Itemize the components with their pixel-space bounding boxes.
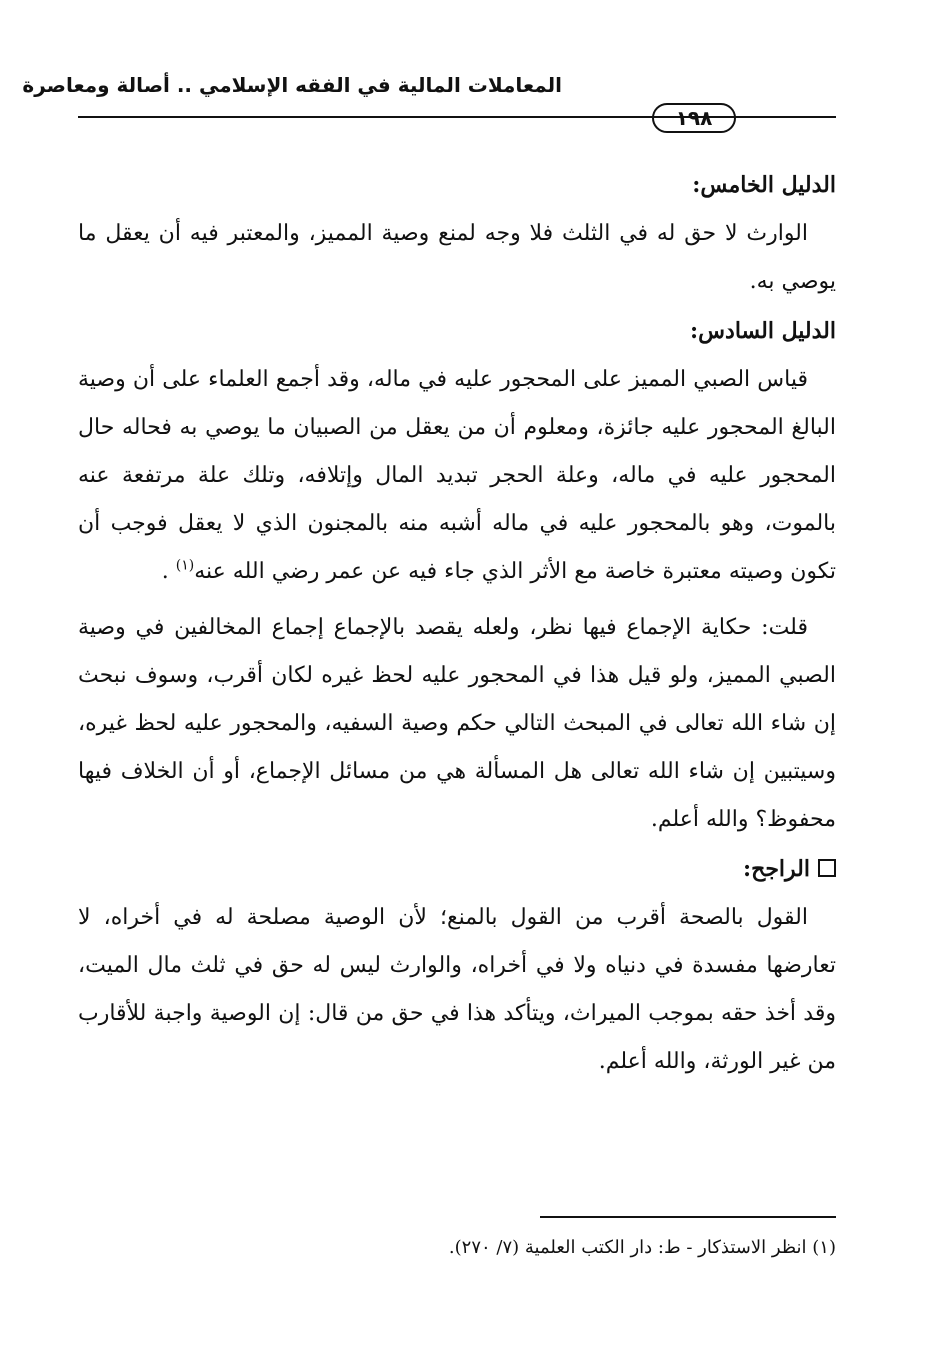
section-heading-fifth-evidence: الدليل الخامس: <box>692 172 836 198</box>
paragraph-comment: قلت: حكاية الإجماع فيها نظر، ولعله يقصد بالإجماع إجماع المخالفين في وصية الصبي المميز، ولو قيل هذا في المحجور عليه لحظ غيره لكان أقرب، وسوف نبحث إن شاء الله تعالى في المبحث التالي حكم وصية السفيه، والمحجور عليه لحظ غيره، وسيتبين إن شاء الله تعالى هل المسألة هي من مسائل الإجماع، أو أن الخلاف فيها محفوظ؟ والله أعلم. <box>78 615 836 832</box>
section-heading-sixth-evidence: الدليل السادس: <box>690 318 836 344</box>
checkbox-square-icon <box>818 859 836 877</box>
paragraph-fifth-evidence: الوارث لا حق له في الثلث فلا وجه لمنع وصية المميز، والمعتبر فيه أن يعقل ما يوصي به. <box>78 221 836 294</box>
paragraph-sixth-evidence-text: قياس الصبي المميز على المحجور عليه في ماله، وقد أجمع العلماء على أن وصية البالغ المحجور عليه جائزة، ومعلوم أن من يعقل من الصبيان ما يوصي به فحاله حال المحجور عليه في ماله، وعلة الحجر تبديد المال وإتلافه، وتلك علة مرتفعة عنه بالموت، وهو بالمحجور عليه في ماله أشبه منه بالمجنون الذي لا يعقل فوجب أن تكون وصيته معتبرة خاصة مع الأثر الذي جاء فيه عن عمر رضي الله عنه <box>78 367 836 584</box>
paragraph-sixth-evidence: قياس الصبي المميز على المحجور عليه في ماله، وقد أجمع العلماء على أن وصية البالغ المحجور عليه جائزة، ومعلوم أن من يعقل من الصبيان ما يوصي به فحاله حال المحجور عليه في ماله، وعلة الحجر تبديد المال وإتلافه، وتلك علة مرتفعة عنه بالموت، وهو بالمحجور عليه في ماله أشبه منه بالمجنون الذي لا يعقل فوجب أن تكون وصيته معتبرة خاصة مع الأثر الذي جاء فيه عن عمر رضي الله عنه$^{(١)}$ . <box>78 367 836 584</box>
header-rule <box>78 116 836 118</box>
page-content <box>78 160 836 1086</box>
footnote-reference: (١) <box>175 557 195 574</box>
paragraph-preferred-view: القول بالصحة أقرب من القول بالمنع؛ لأن الوصية مصلحة له في أخراه، لا تعارضها مفسدة في دنياه ولا في أخراه، والوارث ليس له حق في ثلث مال الميت، وقد أخذ حقه بموجب الميراث، ويتأكد هذا في حق من قال: إن الوصية واجبة للأقارب من غير الورثة، والله أعلم. <box>78 905 836 1074</box>
footnote-text: (١) انظر الاستذكار - ط: دار الكتب العلمية (٧/ ٢٧٠). <box>448 1237 836 1258</box>
section-heading-preferred-view <box>78 844 836 894</box>
page-number-badge: ١٩٨ <box>652 103 736 133</box>
footnote-rule <box>540 1216 836 1218</box>
running-header-title: المعاملات المالية في الفقه الإسلامي .. أصالة ومعاصرة <box>22 73 562 97</box>
section-heading-preferred-view-text: الراجح: <box>743 856 810 882</box>
